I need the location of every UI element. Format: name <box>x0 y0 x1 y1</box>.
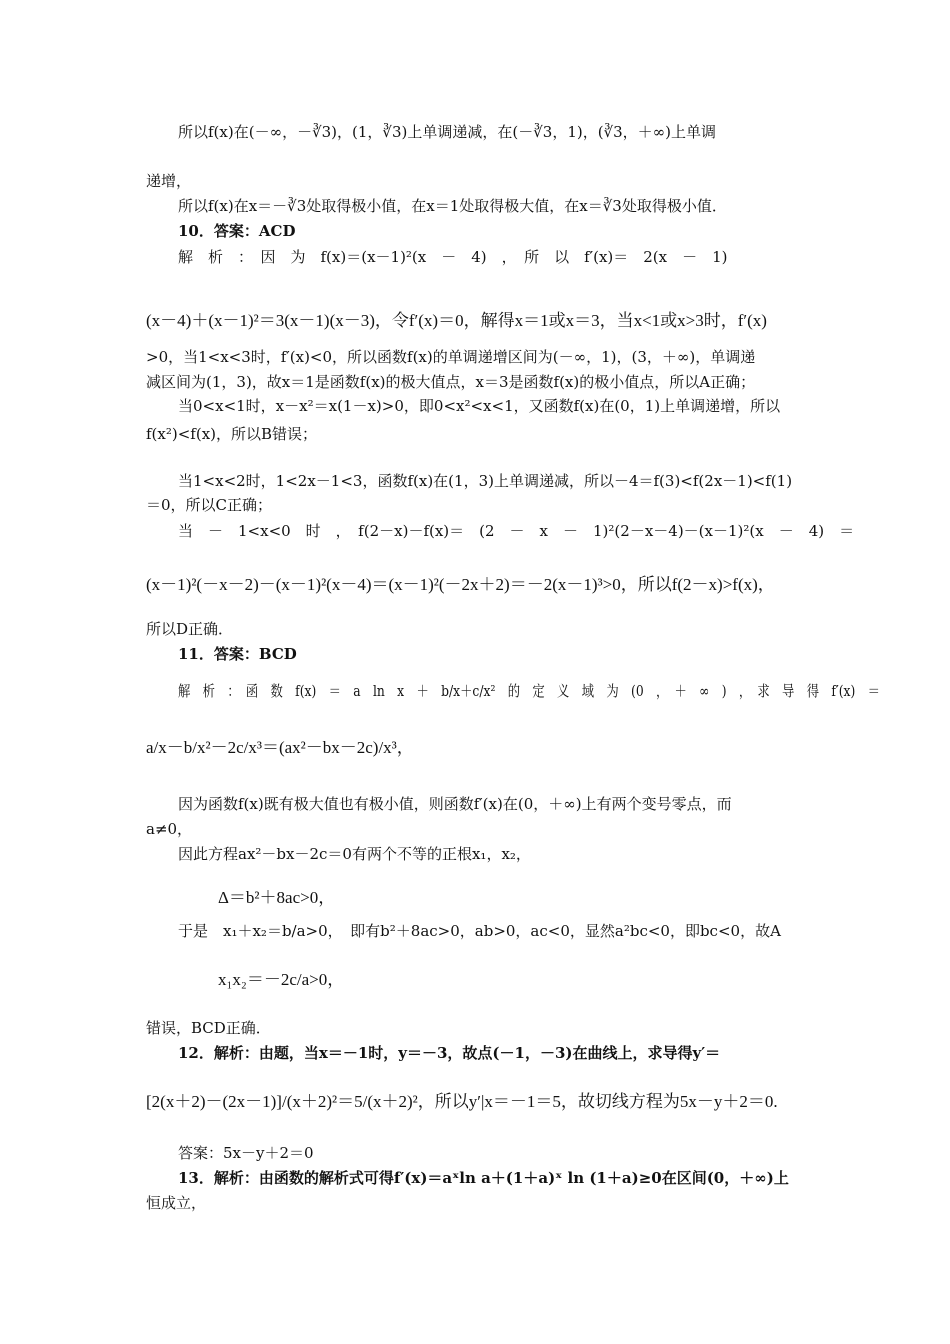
text-line: 减区间为(1，3)，故x＝1是函数f(x)的极大值点，x＝3是函数f(x)的极小值点，所以A正确； <box>146 373 756 391</box>
text-line: 因此方程ax²－bx－2c＝0有两个不等的正根x₁，x₂， <box>178 845 531 863</box>
text-line: 11．答案：BCD <box>178 645 297 663</box>
text-line: 当0<x<1时，x－x²＝x(1－x)>0，即0<x²<x<1，又函数f(x)在(0，1)上单调递增，所以 <box>178 397 781 415</box>
text-line: 当 － 1<x<0 时 ， f(2－x)－f(x)＝ (2 － x － 1)²(2－x－4)－(x－1)²(x － 4) ＝ <box>178 522 855 540</box>
text-line: 于是 x₁＋x₂＝b/a>0， 即有b²＋8ac>0，ab>0，ac<0，显然a²bc<0，即bc<0，故A <box>178 922 781 940</box>
text-line: 解 析 ： 函 数 f(x) ＝ a ln x ＋ b/x＋c/x² 的 定 义 域 为 (0 ， ＋ ∞ ) ， 求 导 得 f′(x) ＝ <box>178 682 880 700</box>
text-line: f(x²)<f(x)，所以B错误； <box>146 425 318 443</box>
text-line: ＝0，所以C正确； <box>146 496 273 514</box>
text-line: >0，当1<x<3时，f′(x)<0，所以函数f(x)的单调递增区间为(－∞，1)，(3，＋∞)，单调递 <box>146 348 756 366</box>
text-line: (x－4)＋(x－1)²＝3(x－1)(x－3)，令f′(x)＝0，解得x＝1或x＝3，当x<1或x>3时，f′(x) <box>146 311 767 330</box>
text-line: 12．解析：由题，当x＝－1时，y＝－3，故点(－1，－3)在曲线上，求导得y′＝ <box>178 1044 721 1062</box>
text-line: 恒成立， <box>146 1194 207 1212</box>
text-line: 当1<x<2时，1<2x－1<3，函数f(x)在(1，3)上单调递减，所以－4＝f(3)<f(2x－1)<f(1) <box>178 472 793 490</box>
text-line: 错误，BCD正确． <box>146 1019 271 1037</box>
text-line: 所以D正确． <box>146 620 234 638</box>
text-line: 13．解析：由函数的解析式可得f′(x)＝aˣln a＋(1＋a)ˣ ln (1＋a)≥0在区间(0，＋∞)上 <box>178 1169 789 1187</box>
text-line: 因为函数f(x)既有极大值也有极小值，则函数f′(x)在(0，＋∞)上有两个变号零点，而 <box>178 795 732 813</box>
text-line: Δ＝b²＋8ac>0， <box>218 888 336 907</box>
text-line: 10．答案：ACD <box>178 222 296 240</box>
text-line: a≠0， <box>146 820 193 838</box>
text-line: 所以f(x)在x＝－∛3处取得极小值，在x＝1处取得极大值，在x＝∛3处取得极小值． <box>178 197 727 215</box>
text-line: 递增， <box>146 172 192 190</box>
text-line: 解 析 ： 因 为 f(x)＝(x－1)²(x － 4) ， 所 以 f′(x)＝ 2(x － 1) <box>178 248 728 266</box>
text-line: a/x－b/x²－2c/x³＝(ax²－bx－2c)/x³， <box>146 738 414 757</box>
text-line: (x－1)²(－x－2)－(x－1)²(x－4)＝(x－1)²(－2x＋2)＝－2(x－1)³>0，所以f(2－x)>f(x)， <box>146 575 775 594</box>
text-line: 答案：5x－y＋2＝0 <box>178 1144 314 1162</box>
text-line: x₁x₂＝－2c/a>0， <box>218 970 345 989</box>
text-line: [2(x＋2)－(2x－1)]/(x＋2)²＝5/(x＋2)²，所以y′|x＝－1＝5，故切线方程为5x－y＋2＝0. <box>146 1092 778 1111</box>
text-line: 所以f(x)在(－∞，－∛3)，(1，∛3)上单调递减，在(－∛3，1)，(∛3，＋∞)上单调 <box>178 123 717 141</box>
